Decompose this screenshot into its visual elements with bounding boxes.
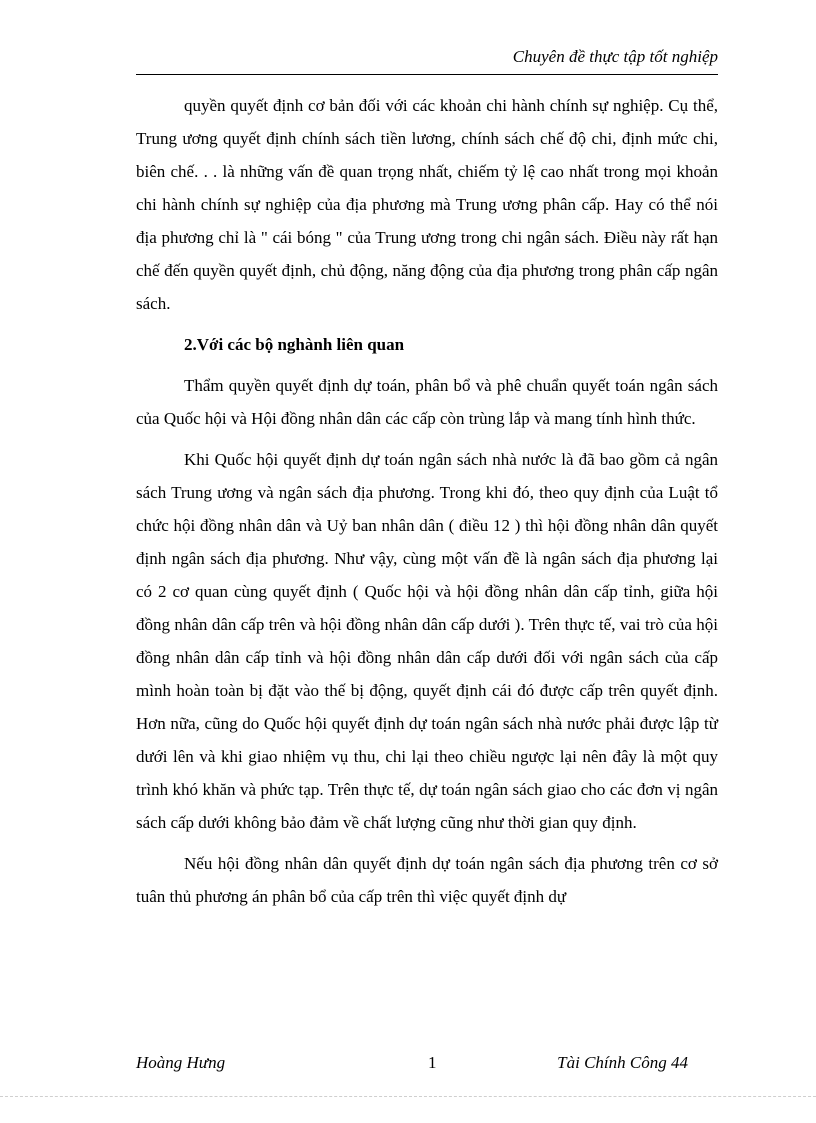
footer-class-name: Tài Chính Công 44 — [557, 1053, 688, 1072]
page-footer — [136, 1053, 688, 1077]
paragraph-3: Khi Quốc hội quyết định dự toán ngân sách nhà nước là đã bao gồm cả ngân sách Trung ương và ngân sách địa phương. Trong khi đó, theo quy định của Luật tổ chức hội đồng nhân dân và Uỷ ban nhân dân ( điều 12 ) thì hội đồng nhân dân quyết định ngân sách địa phương. Như vậy, cùng một vấn đề là ngân sách địa phương lại có 2 cơ quan cùng quyết định ( Quốc hội và hội đồng nhân dân cấp tỉnh, giữa hội đồng nhân dân cấp trên và hội đồng nhân dân cấp dưới ). Trên thực tế, vai trò của hội đồng nhân dân cấp tỉnh và hội đồng nhân dân cấp dưới đối với ngân sách của cấp mình hoàn toàn bị đặt vào thế bị động, quyết định cái đó được cấp trên quyết định. Hơn nữa, cũng do Quốc hội quyết định dự toán ngân sách nhà nước phải được lập từ dưới lên và khi giao nhiệm vụ thu, chi lại theo chiều ngược lại nên đây là một quy trình khó khăn và phức tạp. Trên thực tế, dự toán ngân sách giao cho các đơn vị ngân sách cấp dưới không bảo đảm về chất lượng cũng như thời gian quy định. — [136, 450, 718, 832]
page-bottom-divider — [0, 1096, 816, 1097]
footer-author: Hoàng Hưng — [136, 1053, 226, 1072]
header-divider — [136, 74, 718, 75]
paragraph-4: Nếu hội đồng nhân dân quyết định dự toán ngân sách địa phương trên cơ sở tuân thủ phương án phân bổ của cấp trên thì việc quyết định dự — [136, 854, 718, 906]
document-body — [136, 89, 718, 913]
paragraph-2: Thẩm quyền quyết định dự toán, phân bổ và phê chuẩn quyết toán ngân sách của Quốc hội và Hội đồng nhân dân các cấp còn trùng lắp và mang tính hình thức. — [136, 376, 718, 428]
paragraph-1: quyền quyết định cơ bản đối với các khoản chi hành chính sự nghiệp. Cụ thể, Trung ương quyết định chính sách tiền lương, chính sách chế độ chi, định mức chi, biên chế. . . là những vấn đề quan trọng nhất, chiếm tỷ lệ cao nhất trong mọi khoản chi hành chính sự nghiệp của địa phương mà Trung ương phân cấp. Hay có thể nói địa phương chỉ là " cái bóng " của Trung ương trong chi ngân sách. Điều này rất hạn chế đến quyền quyết định, chủ động, năng động của địa phương trong phân cấp ngân sách. — [136, 96, 718, 313]
page-number: 1 — [428, 1053, 437, 1072]
running-header-title: Chuyên đề thực tập tốt nghiệp — [512, 47, 718, 66]
section-heading: 2.Với các bộ nghành liên quan — [184, 335, 405, 354]
